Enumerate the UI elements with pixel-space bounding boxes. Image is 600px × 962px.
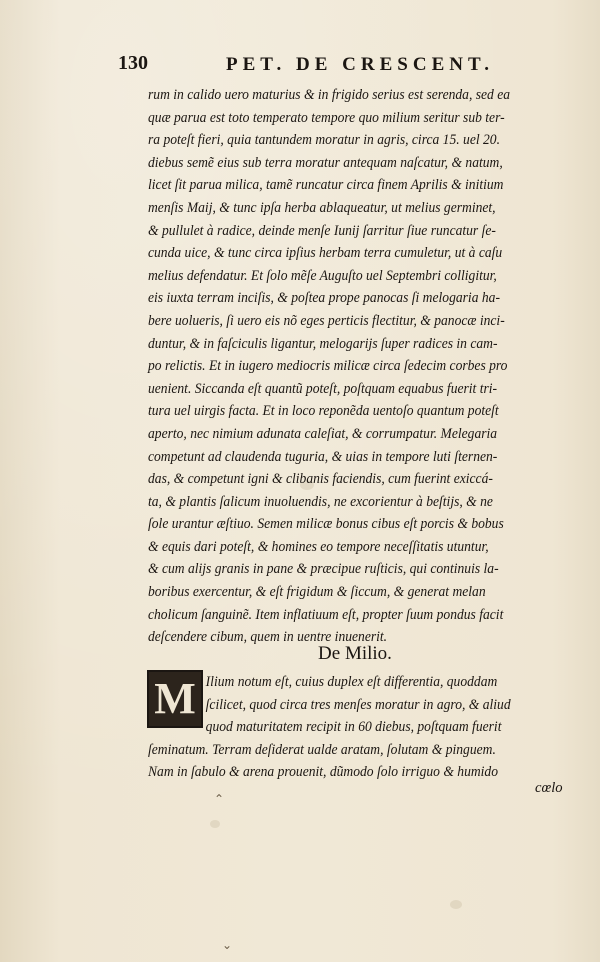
paper-mark: ⌄ [222,938,233,952]
section-heading [0,643,600,665]
catchword: cœlo [535,780,563,796]
text-line: Ilium notum eſt, cuius duplex eſt differentia, quoddam [205,674,498,690]
text-line: duntur, & in faſciculis ligantur, melogarijs ſuper radices in cam- [148,335,498,352]
text-line: cholicum ſanguinẽ. Item inflatiuum eſt, propter ſuum pondus facit [148,606,504,623]
text-line: eis iuxta terram inciſis, & poſtea prope panocas ſi melogaria ha- [148,290,500,307]
text-line: bere uolueris, ſi uero eis nõ eges perticis flectitur, & panocæ inci- [148,312,505,329]
text-line: po relictis. Et in iugero mediocris milicæ circa ſedecim corbes pro [148,358,508,375]
text-line: quod maturitatem recipit in 60 diebus, poſtquam fuerit [205,719,502,736]
text-line: ſole urantur æſtiuo. Semen milicæ bonus cibus eſt porcis & bobus [148,516,504,533]
text-line: ſeminatum. Terram deſiderat ualde aratam, ſolutam & pinguem. [148,741,496,758]
text-line: ra poteſt fieri, quia tantundem moratur in agris, circa 15. uel 20. [148,132,500,149]
body-text [148,84,539,649]
text-line: melius defendatur. Et ſolo mẽſe Auguſto uel Septembri colligitur, [148,267,497,284]
text-line: aperto, nec nimium adunata caleſiat, & corrumpatur. Melegaria [148,425,498,442]
text-line: cunda uice, & tunc circa ipſius herbam terra cumuletur, ut à caſu [148,245,503,262]
text-line: competunt ad claudenda tuguria, & uias in tempore luti ſternen- [148,448,498,465]
text-line: ta, & plantis ſalicum inuoluendis, ne excorientur à beſtijs, & ne [148,493,493,510]
text-line: licet ſit parua milica, tamẽ runcatur circa finem Aprilis & initium [148,177,504,194]
page-number: 130 [118,52,148,74]
text-line: tura uel uirgis facta. Et in loco reponẽda uentoſo quantum poteſt [148,403,499,420]
section-title: De Milio. [318,643,392,664]
running-head [118,52,538,80]
text-line: das, & competunt igni & clibanis faciendis, cum fuerint exiccá- [148,471,493,488]
running-title: PET. DE CRESCENT. [226,54,494,75]
text-line: uenient. Siccanda eſt quantũ poteſt, poſtquam equabus fuerit tri- [148,380,498,397]
text-line: & pullulet à radice, deinde menſe Iunij ſarritur ſiue runcatur ſe- [148,222,496,239]
text-line: diebus semẽ eius sub terra moratur antequam naſcatur, & natum, [148,154,503,171]
text-line: & cum alijs granis in pane & præcipue ruſticis, qui continuis la- [148,561,499,578]
section-text [148,671,539,784]
text-line: & equis dari poteſt, & homines eo tempore neceſſitatis utuntur, [148,538,489,555]
text-line: ſcilicet, quod circa tres menſes moratur in agro, & aliud [205,696,511,713]
text-line: menſis Maij, & tunc ipſa herba ablaqueatur, ut melius germinet, [148,199,496,216]
text-line: Nam in ſabulo & arena prouenit, dũmodo ſolo irriguo & humido [148,764,498,781]
paper-stain [210,820,220,828]
initial-letter: M [154,674,196,723]
text-line: boribus exercentur, & eſt frigidum & ſiccum, & generat melan [148,584,486,601]
text-line: deſcendere cibum, quem in uentre inuenerit. [148,629,388,646]
paper-mark: ⌃ [214,792,225,806]
paper-stain [450,900,462,909]
text-line: quæ parua est toto temperato tempore quo milium seritur sub ter- [148,109,505,126]
text-line: rum in calido uero maturius & in frigido serius est serenda, sed ea [148,87,511,103]
